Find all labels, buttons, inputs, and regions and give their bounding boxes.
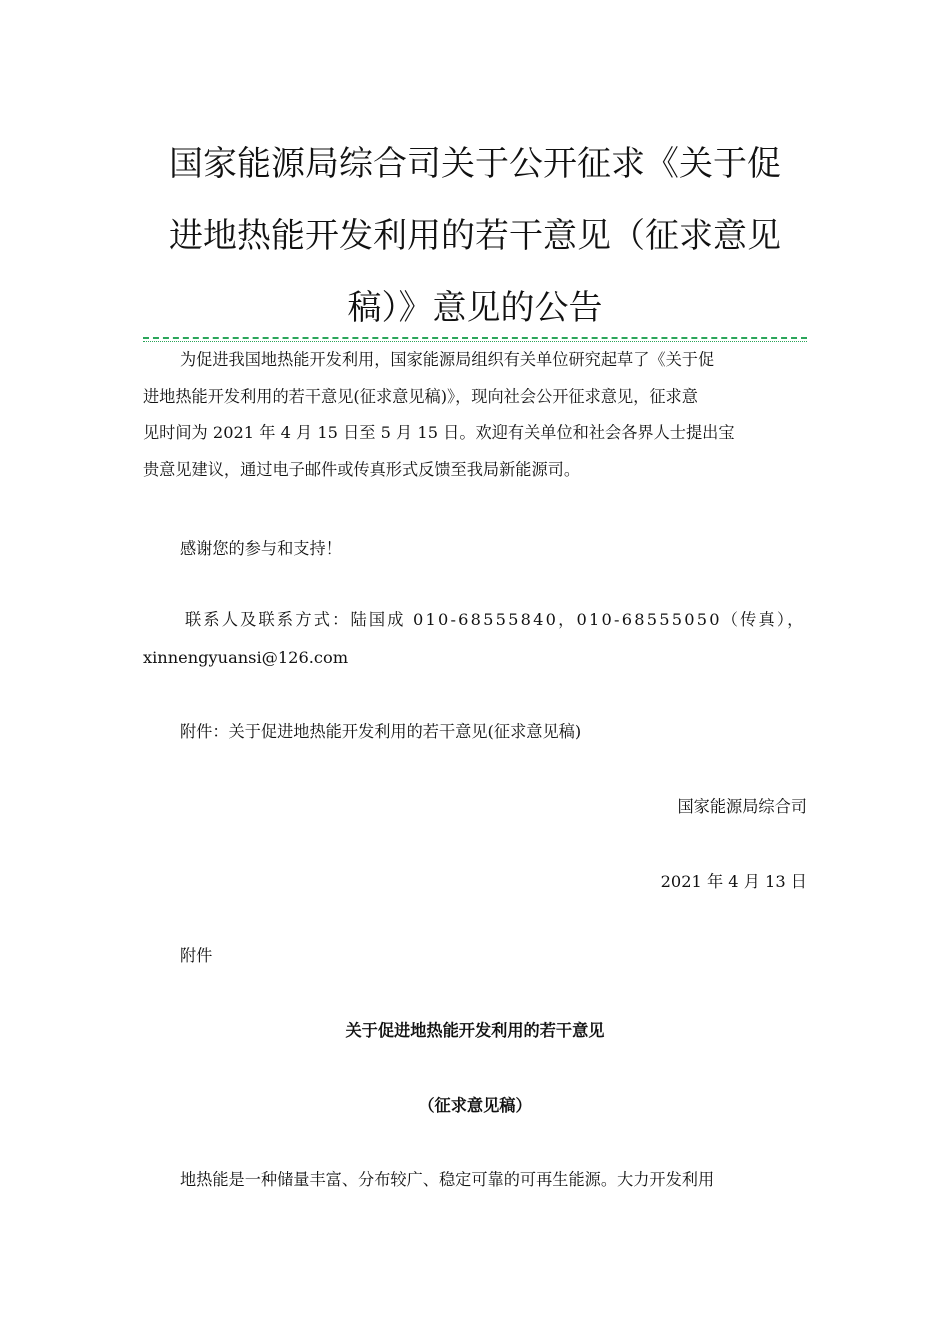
intro-line-1: 为促进我国地热能开发利用，国家能源局组织有关单位研究起草了《关于促 bbox=[180, 350, 715, 369]
contact-line: 联系人及联系方式：陆国成 010-68555840，010-68555050（传真）， bbox=[185, 610, 806, 629]
thanks-text: 感谢您的参与和支持！ bbox=[180, 539, 342, 558]
appendix-subheading: （征求意见稿） bbox=[418, 1096, 532, 1115]
title-divider bbox=[143, 337, 807, 339]
intro-line-4: 贵意见建议，通过电子邮件或传真形式反馈至我局新能源司。 bbox=[143, 459, 581, 479]
signature-org: 国家能源局综合司 bbox=[677, 797, 807, 816]
title-line-1: 国家能源局综合司关于公开征求《关于促 bbox=[169, 144, 781, 184]
intro-paragraph bbox=[143, 342, 807, 488]
page-title bbox=[142, 128, 808, 344]
appendix-label: 附件 bbox=[180, 946, 213, 965]
signature-date: 2021 年 4 月 13 日 bbox=[660, 872, 807, 891]
title-line-2: 进地热能开发利用的若干意见（征求意见 bbox=[169, 216, 781, 256]
intro-line-3: 见时间为 2021 年 4 月 15 日至 5 月 15 日。欢迎有关单位和社会各界人士提出宝 bbox=[143, 423, 735, 442]
contact-email-link[interactable]: xinnengyuansi@126.com bbox=[143, 648, 349, 667]
appendix-first-line: 地热能是一种储量丰富、分布较广、稳定可靠的可再生能源。大力开发利用 bbox=[180, 1170, 715, 1189]
intro-line-2: 进地热能开发利用的若干意见(征求意见稿)》，现向社会公开征求意见，征求意 bbox=[143, 386, 698, 406]
appendix-heading: 关于促进地热能开发利用的若干意见 bbox=[345, 1021, 605, 1040]
attachment-note: 附件：关于促进地热能开发利用的若干意见(征求意见稿) bbox=[180, 722, 582, 741]
title-line-3: 稿）》意见的公告 bbox=[347, 288, 603, 328]
